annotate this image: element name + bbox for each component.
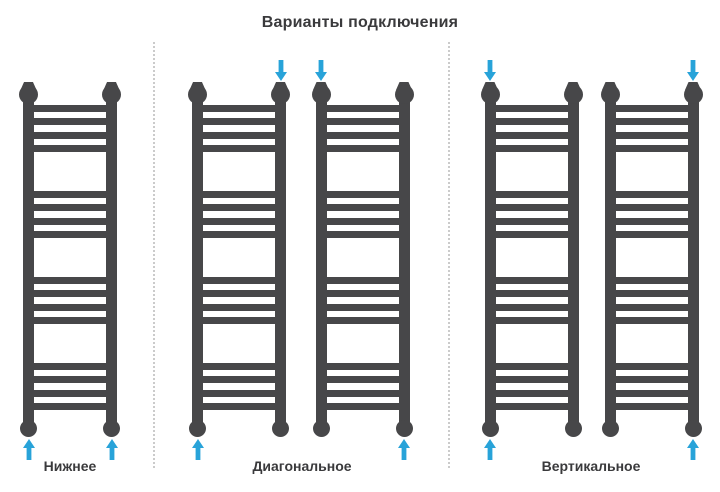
radiator-rail: [605, 91, 616, 429]
radiator-rung: [488, 277, 576, 284]
radiator-cap: [684, 85, 703, 104]
radiator-foot-cap: [482, 420, 499, 437]
radiator-rung: [608, 363, 696, 370]
flow-arrow-down-icon: [275, 60, 287, 81]
radiator-rung: [608, 191, 696, 198]
radiator-rung: [608, 231, 696, 238]
radiator-cap: [481, 85, 500, 104]
radiator-foot-cap: [313, 420, 330, 437]
radiator-foot-cap: [396, 420, 413, 437]
radiator-rung: [319, 218, 407, 225]
radiator-cap: [188, 85, 207, 104]
radiator-rung: [488, 191, 576, 198]
flow-arrow-up-icon: [23, 439, 35, 460]
radiator-rung: [26, 403, 114, 410]
radiator-rail: [275, 91, 286, 429]
radiator-rung: [319, 376, 407, 383]
radiator-foot-cap: [103, 420, 120, 437]
radiator-rung: [608, 118, 696, 125]
radiator-rung: [488, 231, 576, 238]
radiator-cap: [601, 85, 620, 104]
radiator-foot-cap: [685, 420, 702, 437]
radiator-rung: [488, 403, 576, 410]
radiator-rung: [488, 390, 576, 397]
radiator-rung: [195, 118, 283, 125]
radiator-rail: [23, 91, 34, 429]
radiator-rung: [195, 231, 283, 238]
flow-arrow-up-icon: [192, 439, 204, 460]
radiator-rung: [608, 376, 696, 383]
radiator-rung: [319, 363, 407, 370]
radiator-rung: [195, 105, 283, 112]
radiator-foot-cap: [602, 420, 619, 437]
radiator-rung: [608, 317, 696, 324]
radiator-rung: [488, 105, 576, 112]
radiator-rung: [488, 118, 576, 125]
flow-arrow-down-icon: [687, 60, 699, 81]
radiator-rung: [319, 204, 407, 211]
radiator-rung: [26, 105, 114, 112]
radiator-rung: [608, 290, 696, 297]
radiator-rung: [488, 290, 576, 297]
radiator-rail: [316, 91, 327, 429]
radiator-rung: [488, 218, 576, 225]
towel-radiator: [605, 82, 699, 438]
radiator-rung: [608, 105, 696, 112]
towel-radiator: [23, 82, 117, 438]
radiator-rung: [26, 231, 114, 238]
radiator-cap: [102, 85, 121, 104]
radiator-rung: [488, 204, 576, 211]
towel-radiator: [316, 82, 410, 438]
radiator-rung: [319, 290, 407, 297]
radiator-rung: [319, 403, 407, 410]
radiator-foot-cap: [565, 420, 582, 437]
radiator-rung: [195, 390, 283, 397]
radiator-rung: [26, 118, 114, 125]
radiator-foot-cap: [189, 420, 206, 437]
radiator-rung: [319, 105, 407, 112]
radiator-rung: [26, 204, 114, 211]
radiator-rung: [26, 277, 114, 284]
radiator-rung: [26, 290, 114, 297]
section-divider: [448, 42, 450, 468]
radiator-rung: [319, 132, 407, 139]
flow-arrow-up-icon: [484, 439, 496, 460]
radiator-rung: [608, 277, 696, 284]
radiator-cap: [271, 85, 290, 104]
radiator-rung: [319, 118, 407, 125]
radiator-rung: [608, 218, 696, 225]
radiator-rung: [319, 231, 407, 238]
radiator-rail: [688, 91, 699, 429]
radiator-rung: [26, 376, 114, 383]
radiator-rung: [26, 145, 114, 152]
radiator-rung: [195, 132, 283, 139]
radiator-rung: [488, 363, 576, 370]
radiator-cap: [564, 85, 583, 104]
flow-arrow-down-icon: [484, 60, 496, 81]
towel-radiator: [485, 82, 579, 438]
radiator-rung: [608, 390, 696, 397]
radiator-rail: [106, 91, 117, 429]
radiator-rung: [26, 218, 114, 225]
radiator-rung: [608, 204, 696, 211]
radiator-rung: [319, 304, 407, 311]
radiator-rung: [319, 390, 407, 397]
radiator-rung: [26, 317, 114, 324]
section-label-bottom: Нижнее: [43, 458, 97, 474]
radiator-rung: [195, 277, 283, 284]
radiator-rung: [608, 132, 696, 139]
radiator-rung: [195, 145, 283, 152]
radiator-rung: [319, 191, 407, 198]
radiator-rung: [195, 204, 283, 211]
radiator-rail: [399, 91, 410, 429]
radiator-rung: [195, 218, 283, 225]
section-divider: [153, 42, 155, 468]
radiator-foot-cap: [272, 420, 289, 437]
radiator-rung: [26, 390, 114, 397]
radiator-cap: [395, 85, 414, 104]
diagram-title: Варианты подключения: [261, 14, 459, 31]
radiator-rung: [319, 317, 407, 324]
radiator-rung: [319, 277, 407, 284]
flow-arrow-up-icon: [687, 439, 699, 460]
radiator-rung: [26, 363, 114, 370]
radiator-rung: [26, 191, 114, 198]
radiator-rung: [608, 304, 696, 311]
radiator-rung: [488, 132, 576, 139]
radiator-rung: [488, 376, 576, 383]
radiator-cap: [19, 85, 38, 104]
flow-arrow-down-icon: [315, 60, 327, 81]
radiator-cap: [312, 85, 331, 104]
radiator-rung: [195, 304, 283, 311]
radiator-rung: [488, 145, 576, 152]
radiator-rung: [488, 304, 576, 311]
radiator-rung: [195, 317, 283, 324]
radiator-foot-cap: [20, 420, 37, 437]
radiator-rung: [319, 145, 407, 152]
flow-arrow-up-icon: [106, 439, 118, 460]
radiator-rail: [568, 91, 579, 429]
radiator-rung: [195, 191, 283, 198]
radiator-rung: [195, 376, 283, 383]
section-label-vertical: Вертикальное: [541, 458, 641, 474]
radiator-rung: [26, 304, 114, 311]
flow-arrow-up-icon: [398, 439, 410, 460]
radiator-rung: [195, 403, 283, 410]
radiator-rung: [195, 363, 283, 370]
radiator-rail: [192, 91, 203, 429]
radiator-rung: [195, 290, 283, 297]
radiator-rung: [26, 132, 114, 139]
section-label-diagonal: Диагональное: [252, 458, 352, 474]
radiator-rung: [608, 145, 696, 152]
towel-radiator: [192, 82, 286, 438]
radiator-rail: [485, 91, 496, 429]
radiator-rung: [488, 317, 576, 324]
radiator-rung: [608, 403, 696, 410]
